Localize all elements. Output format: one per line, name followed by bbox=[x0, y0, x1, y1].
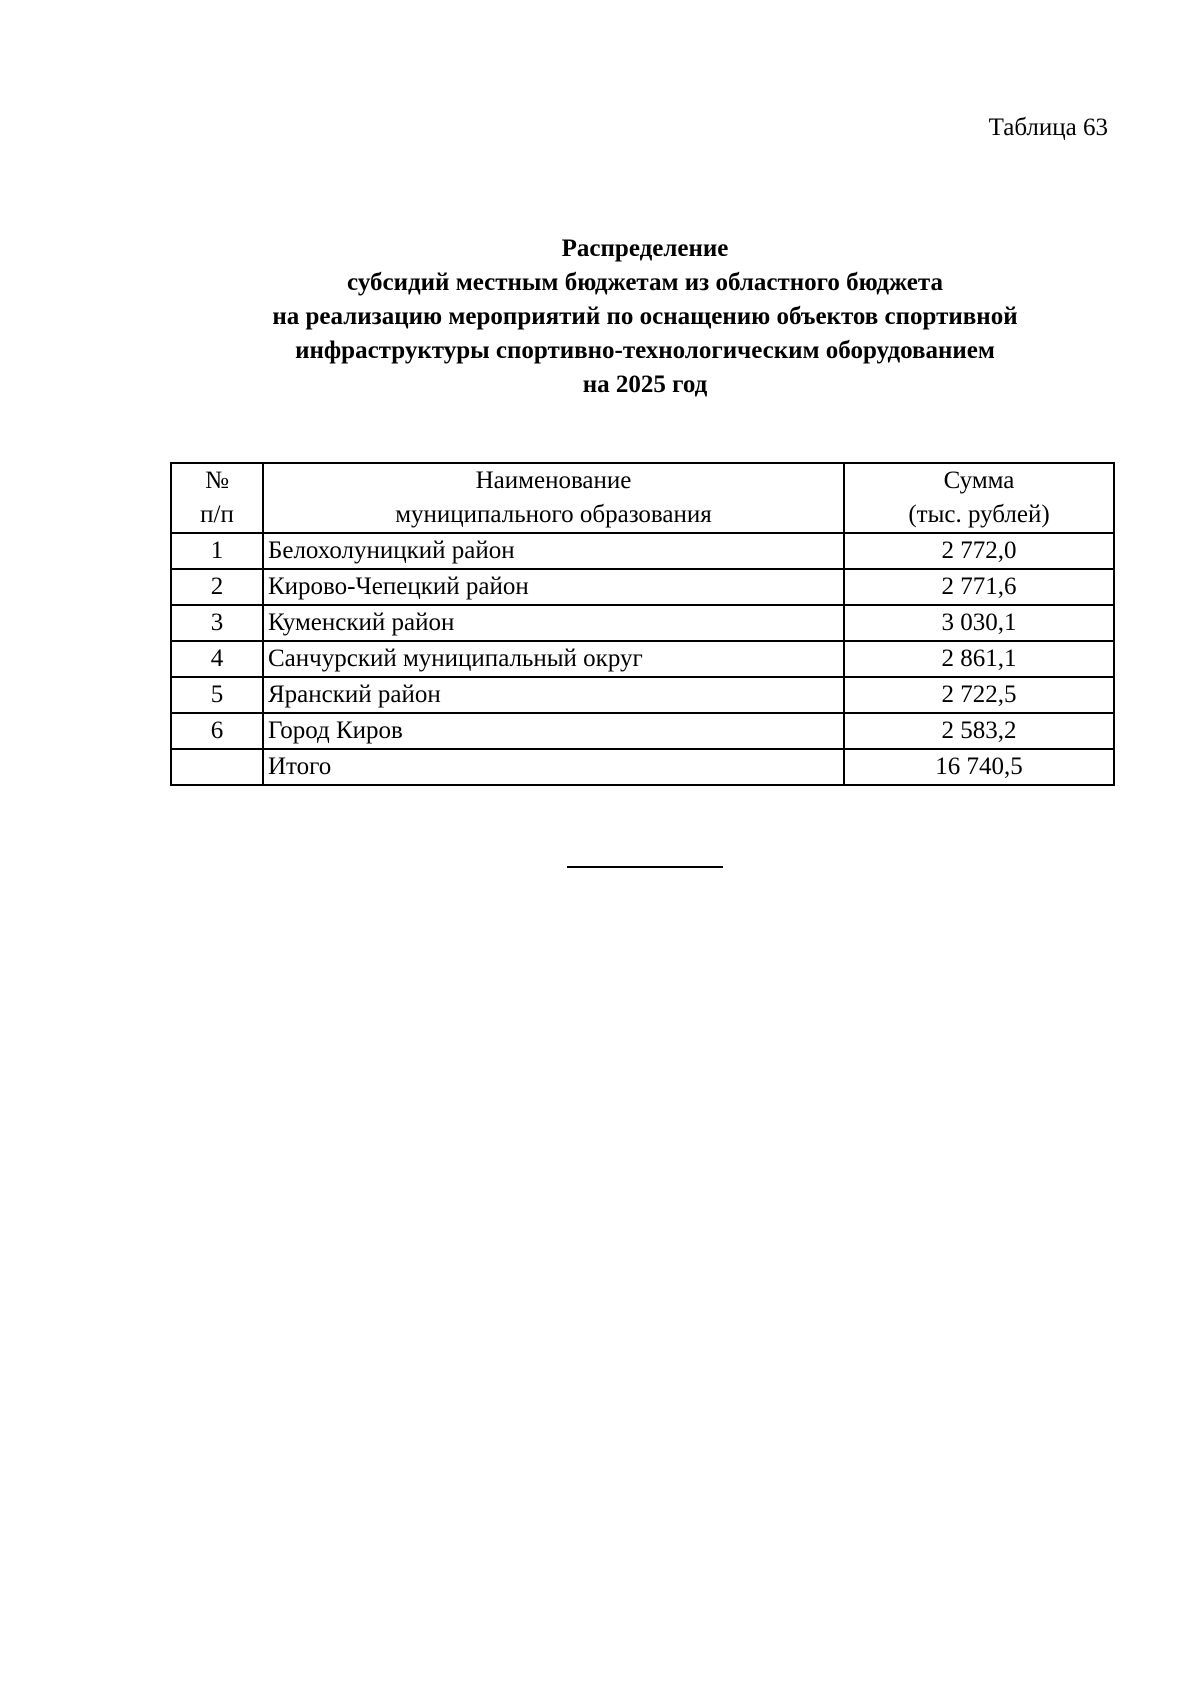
row-municipality: Яранский район bbox=[263, 677, 844, 713]
total-amount: 16 740,5 bbox=[844, 749, 1114, 785]
row-municipality: Куменский район bbox=[263, 605, 844, 641]
total-label: Итого bbox=[263, 749, 844, 785]
subsidy-allocation-table bbox=[170, 462, 1115, 786]
header-amount-line: Сумма bbox=[943, 467, 1015, 494]
heading-line: Распределение bbox=[561, 235, 729, 262]
row-municipality: Белохолуницкий район bbox=[263, 533, 844, 569]
table-number-label: Таблица 63 bbox=[988, 114, 1108, 141]
table-row bbox=[171, 713, 1114, 749]
total-number bbox=[171, 749, 263, 785]
row-amount: 2 583,2 bbox=[844, 713, 1114, 749]
header-number-line: п/п bbox=[200, 501, 234, 528]
row-amount: 3 030,1 bbox=[844, 605, 1114, 641]
heading-line: субсидий местным бюджетам из областного бюджета bbox=[347, 269, 943, 296]
table-header-row bbox=[171, 463, 1114, 533]
document-heading bbox=[150, 232, 1140, 402]
row-amount: 2 722,5 bbox=[844, 677, 1114, 713]
table-row bbox=[171, 605, 1114, 641]
heading-line: на 2025 год bbox=[582, 371, 708, 398]
header-number bbox=[171, 463, 263, 533]
row-number: 5 bbox=[171, 677, 263, 713]
table-row bbox=[171, 533, 1114, 569]
row-amount: 2 771,6 bbox=[844, 569, 1114, 605]
row-municipality: Город Киров bbox=[263, 713, 844, 749]
row-number: 6 bbox=[171, 713, 263, 749]
row-municipality: Санчурский муниципальный округ bbox=[263, 641, 844, 677]
row-number: 2 bbox=[171, 569, 263, 605]
header-municipality-line: Наименование bbox=[475, 467, 632, 494]
table-row bbox=[171, 677, 1114, 713]
heading-line: на реализацию мероприятий по оснащению объектов спортивной bbox=[272, 303, 1018, 330]
table-row bbox=[171, 641, 1114, 677]
heading-line: инфраструктуры спортивно-технологическим оборудованием bbox=[295, 337, 995, 364]
row-municipality: Кирово-Чепецкий район bbox=[263, 569, 844, 605]
table-row bbox=[171, 569, 1114, 605]
row-number: 4 bbox=[171, 641, 263, 677]
header-amount bbox=[844, 463, 1114, 533]
row-number: 1 bbox=[171, 533, 263, 569]
header-number-line: № bbox=[205, 467, 229, 494]
closing-separator-line bbox=[567, 866, 723, 868]
table-total-row bbox=[171, 749, 1114, 785]
header-municipality bbox=[263, 463, 844, 533]
row-number: 3 bbox=[171, 605, 263, 641]
row-amount: 2 772,0 bbox=[844, 533, 1114, 569]
header-amount-line: (тыс. рублей) bbox=[908, 501, 1050, 528]
header-municipality-line: муниципального образования bbox=[395, 501, 712, 528]
row-amount: 2 861,1 bbox=[844, 641, 1114, 677]
